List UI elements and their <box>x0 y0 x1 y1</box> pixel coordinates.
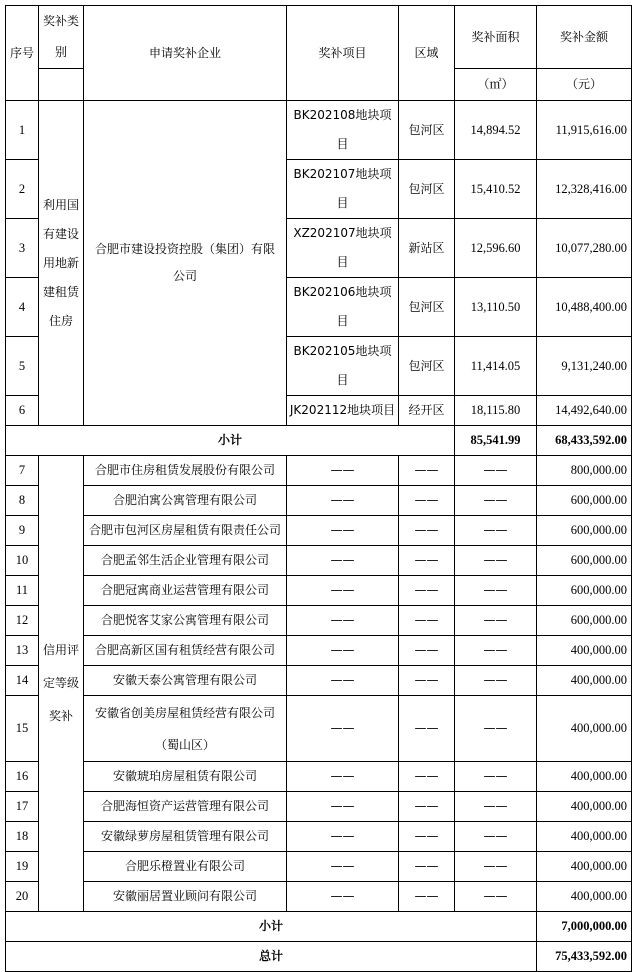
district-cell: —— <box>399 606 455 636</box>
table-row <box>6 576 632 606</box>
project-cell: —— <box>287 882 399 912</box>
table-row <box>6 486 632 516</box>
header-project: 奖补项目 <box>287 6 399 101</box>
seq-cell: 9 <box>6 516 39 546</box>
district-cell: —— <box>399 576 455 606</box>
project-cell: —— <box>287 606 399 636</box>
project-cell: —— <box>287 516 399 546</box>
amount-cell: 14,492,640.00 <box>537 396 632 426</box>
seq-cell: 1 <box>6 101 39 160</box>
area-cell: 15,410.52 <box>455 160 537 219</box>
area-cell: 18,115.80 <box>455 396 537 426</box>
company-cell: 合肥市住房租赁发展股份有限公司 <box>84 456 287 486</box>
district-cell: —— <box>399 486 455 516</box>
header-category-cont <box>39 69 84 101</box>
district-cell: —— <box>399 636 455 666</box>
seq-cell: 7 <box>6 456 39 486</box>
seq-cell: 8 <box>6 486 39 516</box>
project-cell: BK202106地块项目 <box>287 278 399 337</box>
amount-cell: 9,131,240.00 <box>537 337 632 396</box>
group2-body <box>6 456 632 912</box>
district-cell: —— <box>399 852 455 882</box>
table-row <box>6 666 632 696</box>
area-cell: —— <box>455 516 537 546</box>
subtotal-row-2 <box>6 912 632 942</box>
amount-cell: 11,915,616.00 <box>537 101 632 160</box>
company-text: 合肥市建设投资控股（集团）有限公司 <box>94 242 275 283</box>
table-row <box>6 636 632 666</box>
header-district: 区域 <box>399 6 455 101</box>
table-row <box>6 101 632 160</box>
seq-cell: 10 <box>6 546 39 576</box>
table-row <box>6 792 632 822</box>
area-cell: —— <box>455 852 537 882</box>
project-cell: —— <box>287 822 399 852</box>
district-cell: 包河区 <box>399 101 455 160</box>
project-cell: —— <box>287 576 399 606</box>
seq-cell: 14 <box>6 666 39 696</box>
area-cell: —— <box>455 696 537 762</box>
seq-cell: 5 <box>6 337 39 396</box>
amount-cell: 10,077,280.00 <box>537 219 632 278</box>
area-cell: —— <box>455 576 537 606</box>
district-cell: —— <box>399 696 455 762</box>
project-cell: —— <box>287 486 399 516</box>
district-cell: —— <box>399 762 455 792</box>
subtotal-area: 85,541.99 <box>455 426 537 456</box>
project-cell: BK202108地块项目 <box>287 101 399 160</box>
district-cell: —— <box>399 516 455 546</box>
subtotal-row <box>6 426 632 456</box>
amount-cell: 400,000.00 <box>537 852 632 882</box>
header-company: 申请奖补企业 <box>84 6 287 101</box>
project-cell: —— <box>287 636 399 666</box>
seq-cell: 11 <box>6 576 39 606</box>
subtotal-amount: 68,433,592.00 <box>537 426 632 456</box>
table-row <box>6 546 632 576</box>
total-label: 总计 <box>6 942 537 972</box>
company-cell: 合肥高新区国有租赁经营有限公司 <box>84 636 287 666</box>
area-cell: 11,414.05 <box>455 337 537 396</box>
company-cell: 合肥泊寓公寓管理有限公司 <box>84 486 287 516</box>
company-cell: 安徽丽居置业顾问有限公司 <box>84 882 287 912</box>
area-cell: —— <box>455 486 537 516</box>
district-cell: —— <box>399 792 455 822</box>
seq-cell: 18 <box>6 822 39 852</box>
table-row <box>6 822 632 852</box>
table-row <box>6 456 632 486</box>
subtotal-label: 小计 <box>6 426 455 456</box>
seq-cell: 4 <box>6 278 39 337</box>
amount-cell: 400,000.00 <box>537 882 632 912</box>
subsidy-table-container <box>5 5 632 972</box>
subsidy-table <box>5 5 632 972</box>
header-area: 奖补面积 <box>455 6 537 69</box>
area-cell: —— <box>455 882 537 912</box>
district-cell: —— <box>399 822 455 852</box>
seq-cell: 2 <box>6 160 39 219</box>
area-cell: 13,110.50 <box>455 278 537 337</box>
amount-cell: 600,000.00 <box>537 546 632 576</box>
category-text: 利用国有建设用地新建租赁住房 <box>43 197 80 328</box>
amount-cell: 400,000.00 <box>537 636 632 666</box>
amount-cell: 600,000.00 <box>537 576 632 606</box>
area-cell: —— <box>455 546 537 576</box>
amount-cell: 12,328,416.00 <box>537 160 632 219</box>
amount-cell: 400,000.00 <box>537 792 632 822</box>
district-cell: —— <box>399 882 455 912</box>
category-cell <box>39 456 84 912</box>
company-cell: 安徽绿萝房屋租赁管理有限公司 <box>84 822 287 852</box>
company-cell: 合肥海恒资产运营管理有限公司 <box>84 792 287 822</box>
total-amount: 75,433,592.00 <box>537 942 632 972</box>
header-area-unit: （㎡） <box>455 69 537 101</box>
table-row <box>6 852 632 882</box>
subtotal-label-2: 小计 <box>6 912 537 942</box>
total-row <box>6 942 632 972</box>
area-cell: 14,894.52 <box>455 101 537 160</box>
amount-cell: 400,000.00 <box>537 666 632 696</box>
seq-cell: 17 <box>6 792 39 822</box>
header-category: 奖补类别 <box>39 6 84 69</box>
district-cell: 包河区 <box>399 160 455 219</box>
area-cell: —— <box>455 822 537 852</box>
amount-cell: 400,000.00 <box>537 762 632 792</box>
amount-cell: 800,000.00 <box>537 456 632 486</box>
company-cell <box>84 101 287 426</box>
header-amount-unit: （元） <box>537 69 632 101</box>
project-cell: —— <box>287 456 399 486</box>
area-cell: —— <box>455 762 537 792</box>
footer-body <box>6 912 632 972</box>
area-cell: —— <box>455 636 537 666</box>
area-cell: 12,596.60 <box>455 219 537 278</box>
header-row <box>6 6 632 69</box>
amount-cell: 400,000.00 <box>537 822 632 852</box>
district-cell: 包河区 <box>399 337 455 396</box>
header-amount: 奖补金额 <box>537 6 632 69</box>
project-cell: BK202105地块项目 <box>287 337 399 396</box>
category-text: 信用评定等级奖补 <box>43 643 80 723</box>
header-seq: 序号 <box>6 6 39 101</box>
seq-cell: 13 <box>6 636 39 666</box>
seq-cell: 12 <box>6 606 39 636</box>
company-cell: 安徽天泰公寓管理有限公司 <box>84 666 287 696</box>
subtotal-amount-2: 7,000,000.00 <box>537 912 632 942</box>
table-row <box>6 516 632 546</box>
company-cell: 安徽琥珀房屋租赁有限公司 <box>84 762 287 792</box>
district-cell: 包河区 <box>399 278 455 337</box>
company-cell: 安徽省创美房屋租赁经营有限公司（蜀山区） <box>84 696 287 762</box>
district-cell: —— <box>399 546 455 576</box>
seq-cell: 3 <box>6 219 39 278</box>
company-cell: 合肥孟邻生活企业管理有限公司 <box>84 546 287 576</box>
company-cell: 合肥冠寓商业运营管理有限公司 <box>84 576 287 606</box>
district-cell: 经开区 <box>399 396 455 426</box>
company-cell: 合肥乐橙置业有限公司 <box>84 852 287 882</box>
seq-cell: 19 <box>6 852 39 882</box>
amount-cell: 600,000.00 <box>537 486 632 516</box>
area-cell: —— <box>455 792 537 822</box>
district-cell: 新站区 <box>399 219 455 278</box>
seq-cell: 20 <box>6 882 39 912</box>
district-cell: —— <box>399 666 455 696</box>
table-row <box>6 882 632 912</box>
group1-body <box>6 101 632 456</box>
amount-cell: 400,000.00 <box>537 696 632 762</box>
project-cell: —— <box>287 762 399 792</box>
project-cell: XZ202107地块项目 <box>287 219 399 278</box>
area-cell: —— <box>455 456 537 486</box>
area-cell: —— <box>455 606 537 636</box>
project-cell: —— <box>287 696 399 762</box>
district-cell: —— <box>399 456 455 486</box>
company-cell: 合肥市包河区房屋租赁有限责任公司 <box>84 516 287 546</box>
project-cell: —— <box>287 852 399 882</box>
area-cell: —— <box>455 666 537 696</box>
seq-cell: 6 <box>6 396 39 426</box>
table-row <box>6 606 632 636</box>
seq-cell: 15 <box>6 696 39 762</box>
seq-cell: 16 <box>6 762 39 792</box>
project-cell: —— <box>287 666 399 696</box>
company-cell: 合肥悦客艾家公寓管理有限公司 <box>84 606 287 636</box>
amount-cell: 10,488,400.00 <box>537 278 632 337</box>
project-cell: —— <box>287 546 399 576</box>
project-cell: JK202112地块项目 <box>287 396 399 426</box>
table-row <box>6 696 632 762</box>
category-cell <box>39 101 84 426</box>
project-cell: BK202107地块项目 <box>287 160 399 219</box>
amount-cell: 600,000.00 <box>537 516 632 546</box>
project-cell: —— <box>287 792 399 822</box>
table-row <box>6 762 632 792</box>
amount-cell: 600,000.00 <box>537 606 632 636</box>
